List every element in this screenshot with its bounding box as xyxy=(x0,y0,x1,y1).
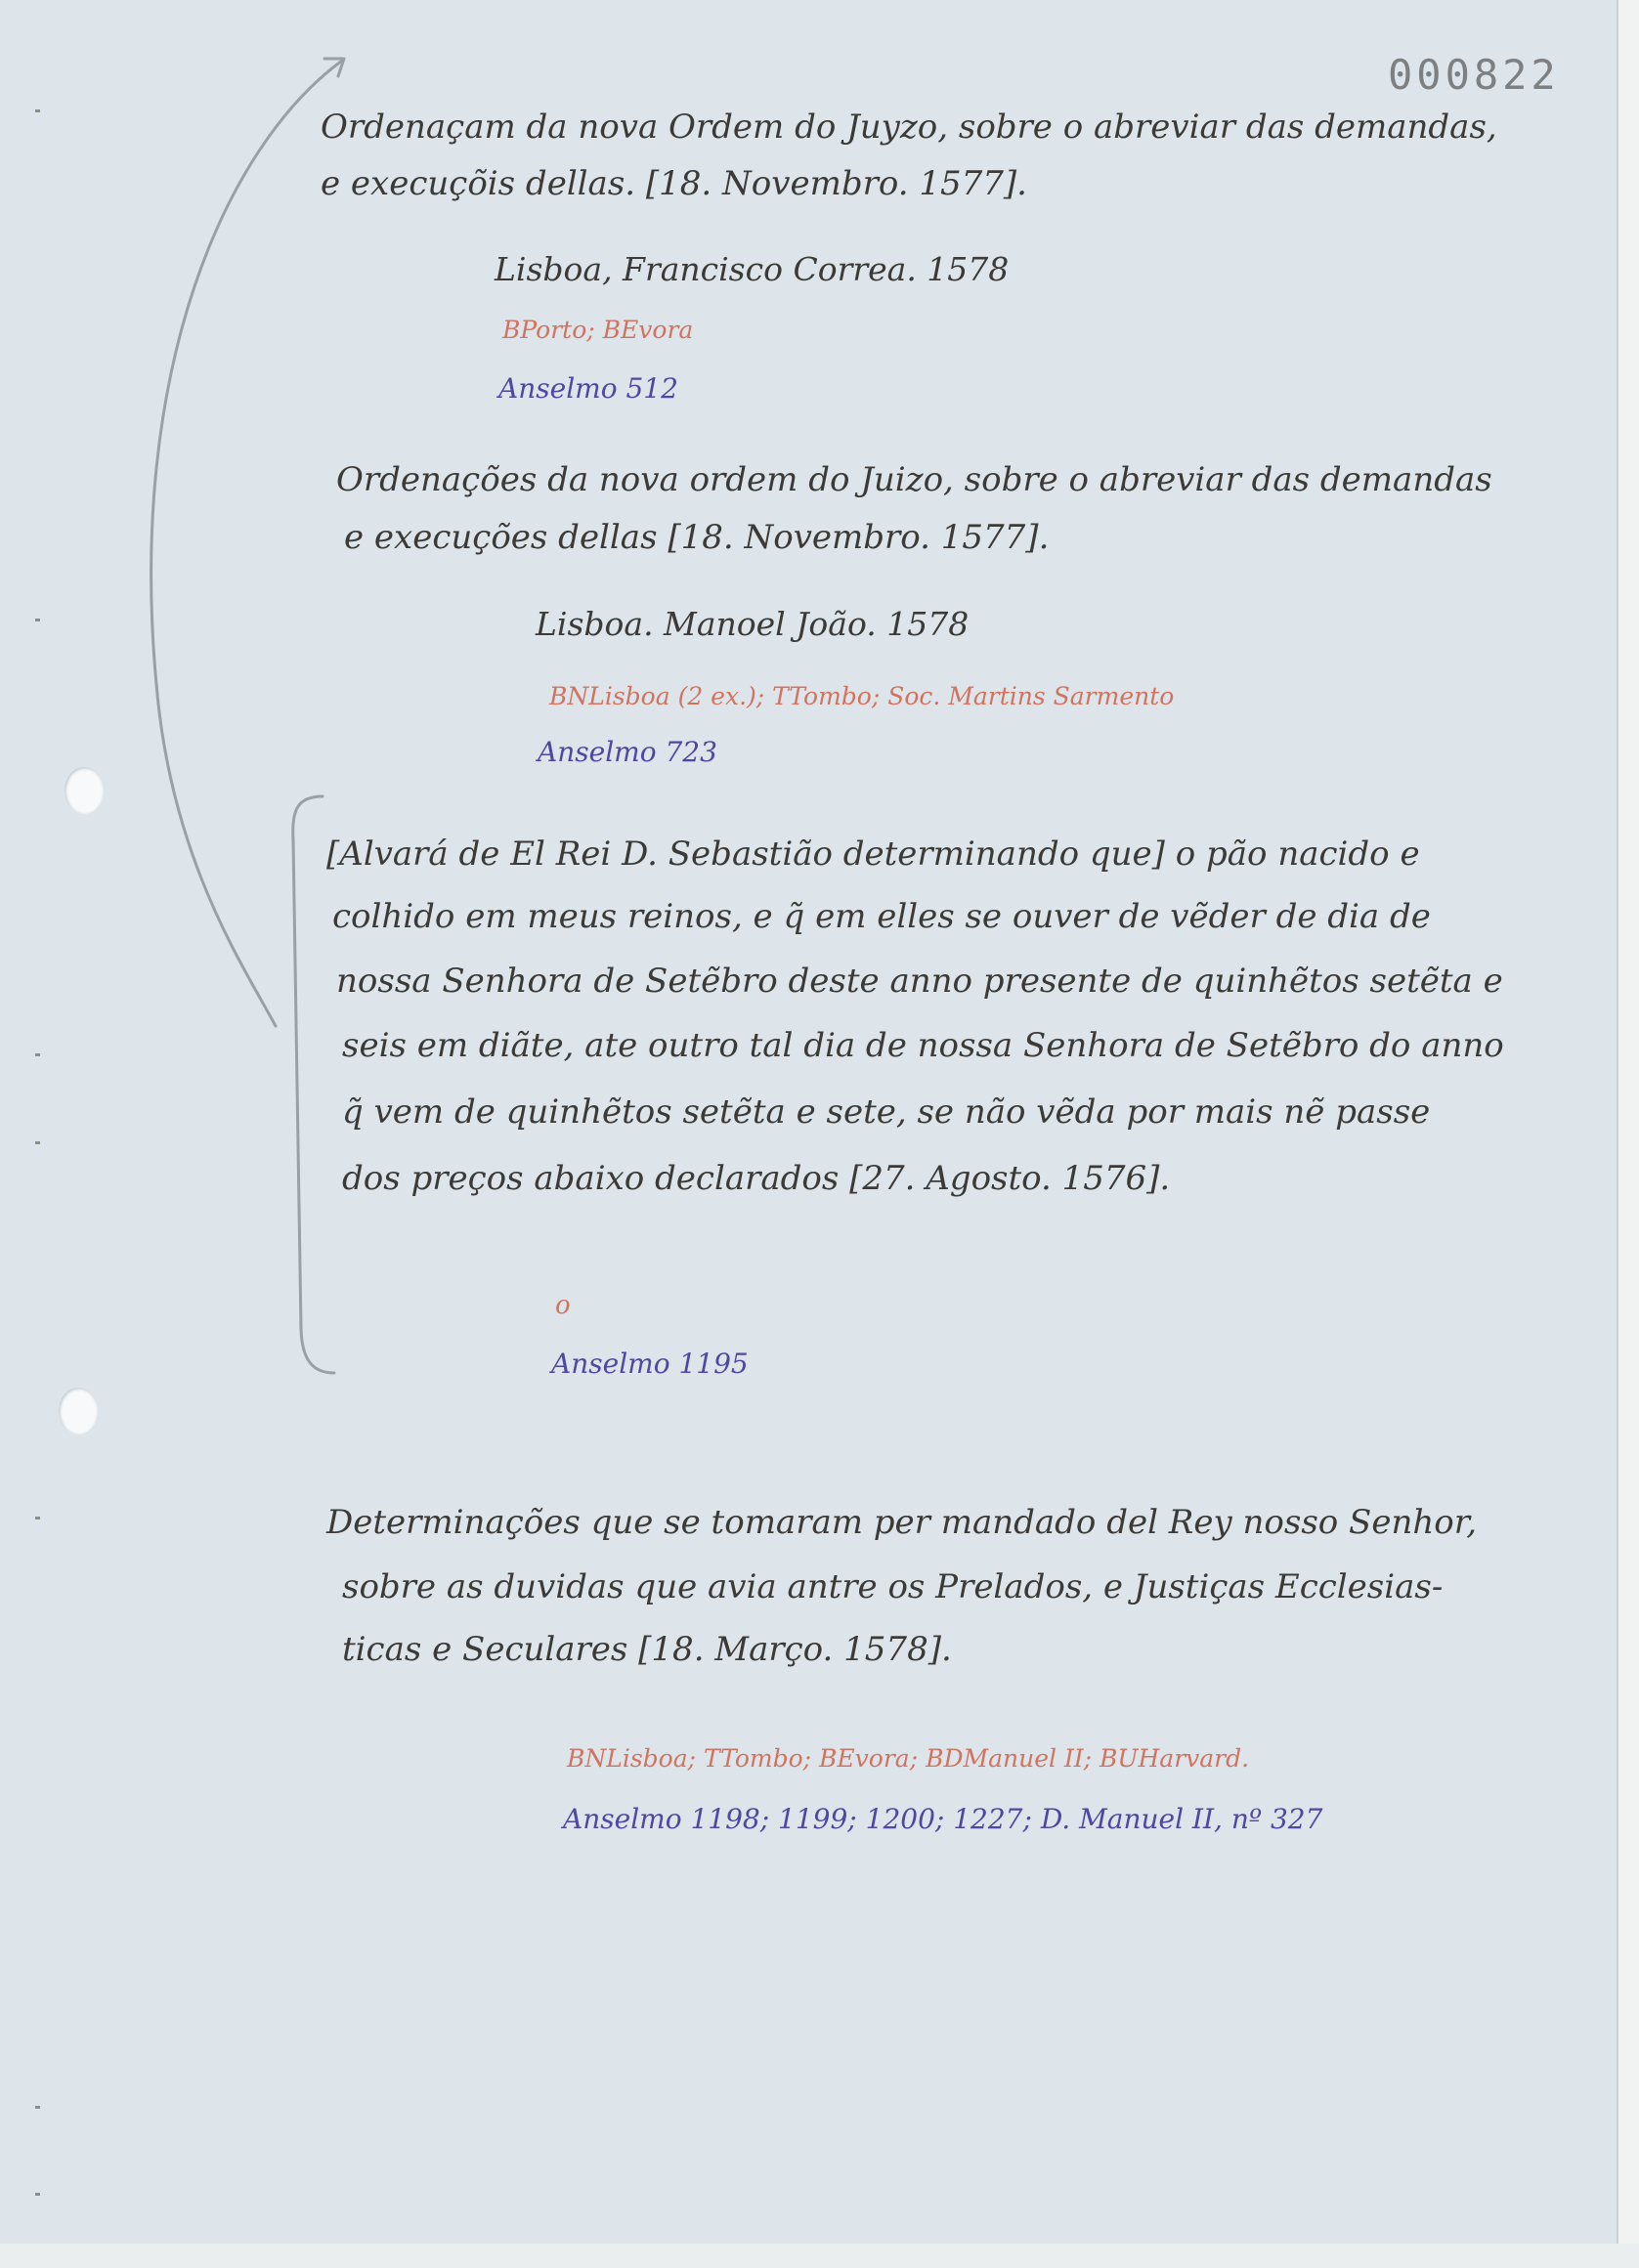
entry-2-reference: Anselmo 723 xyxy=(538,736,717,768)
entry-3-title-line: q̃ vem de quinhẽtos setẽta e sete, se não vẽda por mais nẽ passe xyxy=(342,1092,1431,1132)
entry-4-locations: BNLisboa; TTombo; BEvora; BDManuel II; BUHarvard. xyxy=(567,1744,1250,1773)
entry-3-title-line: nossa Senhora de Setẽbro deste anno presente de quinhẽtos setẽta e xyxy=(336,962,1503,1001)
margin-mark xyxy=(35,2193,40,2196)
entry-4-title-line: Determinações que se tomaram per mandado del Rey nosso Senhor, xyxy=(326,1503,1478,1542)
margin-mark xyxy=(35,1517,40,1519)
entry-1-locations: BPorto; BEvora xyxy=(502,316,694,344)
entry-3-title-line: seis em diãte, ate outro tal dia de nossa Senhora de Setẽbro do anno xyxy=(342,1026,1504,1065)
entry-3-title-line: colhido em meus reinos, e q̃ em elles se ouver de vẽder de dia de xyxy=(332,897,1431,936)
page-edge-strip xyxy=(1618,0,1639,2268)
punch-hole xyxy=(65,767,104,814)
entry-1-imprint: Lisboa, Francisco Correa. 1578 xyxy=(495,250,1010,288)
entry-3-locations: o xyxy=(555,1291,571,1320)
entry-1-title-line: Ordenaçam da nova Ordem do Juyzo, sobre o abreviar das demandas, xyxy=(321,107,1497,147)
entry-3-title-line: [Alvará de El Rei D. Sebastião determinando que] o pão nacido e xyxy=(326,834,1420,874)
entry-4-reference: Anselmo 1198; 1199; 1200; 1227; D. Manuel II, nº 327 xyxy=(563,1803,1323,1835)
entry-1-reference: Anselmo 512 xyxy=(498,372,678,405)
page-bottom-edge xyxy=(0,2244,1639,2268)
entry-2-locations: BNLisboa (2 ex.); TTombo; Soc. Martins Sarmento xyxy=(549,682,1175,710)
entry-4-title-line: ticas e Seculares [18. Março. 1578]. xyxy=(342,1630,952,1669)
margin-mark xyxy=(35,109,40,112)
archive-stamp-number: 000822 xyxy=(1388,51,1560,99)
punch-hole xyxy=(59,1388,98,1434)
entry-3-reference: Anselmo 1195 xyxy=(551,1348,749,1380)
entry-2-imprint: Lisboa. Manoel João. 1578 xyxy=(536,605,970,643)
margin-mark xyxy=(35,1053,40,1056)
entry-1-title-line: e execuçõis dellas. [18. Novembro. 1577]. xyxy=(321,164,1027,203)
entry-3-title-line: dos preços abaixo declarados [27. Agosto. 1576]. xyxy=(342,1159,1171,1198)
margin-mark xyxy=(35,2106,40,2109)
entry-2-title-line: e execuções dellas [18. Novembro. 1577]. xyxy=(344,518,1050,557)
entry-4-title-line: sobre as duvidas que avia antre os Prelados, e Justiças Ecclesias- xyxy=(342,1567,1444,1606)
entry-2-title-line: Ordenações da nova ordem do Juizo, sobre o abreviar das demandas xyxy=(336,460,1492,499)
margin-mark xyxy=(35,619,40,621)
margin-mark xyxy=(35,1141,40,1144)
